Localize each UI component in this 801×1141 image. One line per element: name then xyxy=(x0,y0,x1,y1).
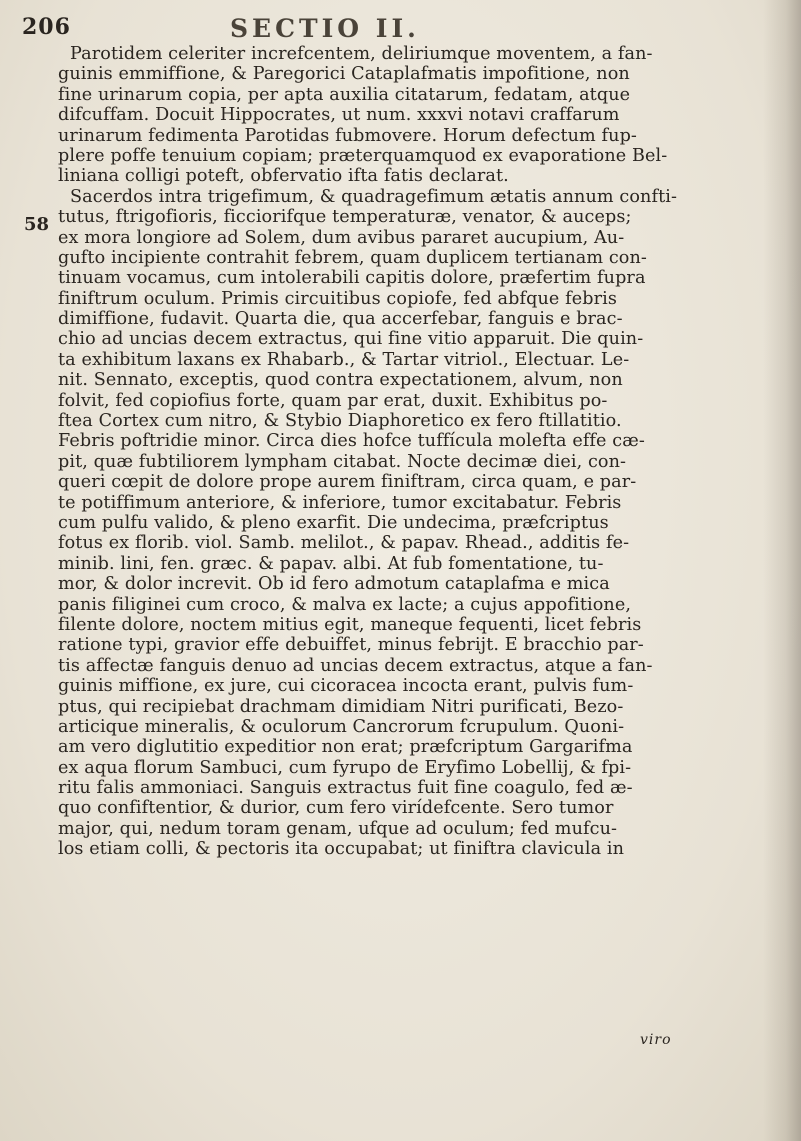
text-line: am vero diglutitio expeditior non erat; præfcriptum Gargarifma xyxy=(58,737,633,758)
text-line: difcuffam. Docuit Hippocrates, ut num. xxxvi notavi craffarum xyxy=(58,105,620,126)
text-line: pit, quæ fubtiliorem lympham citabat. Nocte decimæ diei, con- xyxy=(58,451,627,472)
text-line: dimiffione, fudavit. Quarta die, qua accerfebar, fanguis e brac- xyxy=(58,309,623,330)
text-line: ptus, qui recipiebat drachmam dimidiam Nitri purificati, Bezo- xyxy=(58,696,624,717)
text-line: urinarum fedimenta Parotidas fubmovere. Horum defectum fup- xyxy=(58,125,637,146)
text-line: tutus, ftrigofioris, ficciorifque temperaturæ, venator, & auceps; xyxy=(58,207,632,228)
text-line: panis filiginei cum croco, & malva ex lacte; a cujus appofitione, xyxy=(58,594,632,615)
text-line: Parotidem celeriter increfcentem, deliriumque moventem, a fan- xyxy=(70,44,653,64)
text-line: los etiam colli, & pectoris ita occupabat; ut finiftra clavicula in xyxy=(58,839,625,860)
text-line: cum pulfu valido, & pleno exarfit. Die undecima, præfcriptus xyxy=(58,512,609,533)
text-line: guinis emmiffione, & Paregorici Cataplafmatis impofitione, non xyxy=(58,64,630,85)
text-line: gufto incipiente contrahit febrem, quam duplicem tertianam con- xyxy=(58,247,647,268)
text-line: major, qui, nedum toram genam, ufque ad oculum; fed mufcu- xyxy=(58,818,618,839)
text-line: liniana colligi poteft, obfervatio ifta fatis declarat. xyxy=(58,166,509,187)
catchword: viro xyxy=(640,1032,672,1048)
text-line: ex mora longiore ad Solem, dum avibus pararet aucupium, Au- xyxy=(58,227,625,248)
page-number: 206 xyxy=(22,14,71,40)
text-line: tinuam vocamus, cum intolerabili capitis dolore, præfertim fupra xyxy=(58,268,646,289)
text-line: Febris poftridie minor. Circa dies hofce tuffícula molefta effe cæ- xyxy=(58,431,645,452)
text-line: finiftrum oculum. Primis circuitibus copiofe, fed abfque febris xyxy=(58,288,617,309)
text-line: folvit, fed copiofius forte, quam par erat, duxit. Exhibitus po- xyxy=(58,390,608,411)
text-line: quo confiftentior, & durior, cum fero virídefcente. Sero tumor xyxy=(58,798,614,819)
text-line: chio ad uncias decem extractus, qui fine vitio apparuit. Die quin- xyxy=(58,329,644,350)
text-line: fine urinarum copia, per apta auxilia citatarum, fedatam, atque xyxy=(58,84,631,105)
text-line: ta exhibitum laxans ex Rhabarb., & Tartar vitriol., Electuar. Le- xyxy=(58,349,630,370)
running-head: SECTIO II. xyxy=(230,14,420,43)
text-line: plere poffe tenuium copiam; præterquamquod ex evaporatione Bel- xyxy=(58,145,668,166)
section-number: 58 xyxy=(24,214,50,235)
text-line: mor, & dolor increvit. Ob id fero admotum cataplafma e mica xyxy=(58,574,610,595)
text-line: te potiffimum anteriore, & inferiore, tumor excitabatur. Febris xyxy=(58,492,622,513)
text-line: ftea Cortex cum nitro, & Stybio Diaphoretico ex fero ftillatitio. xyxy=(58,411,622,432)
text-line: ex aqua florum Sambuci, cum fyrupo de Eryfimo Lobellij, & fpi- xyxy=(58,757,632,778)
text-line: guinis miffione, ex jure, cui cicoracea incocta erant, pulvis fum- xyxy=(58,676,634,697)
text-line: filente dolore, noctem mitius egit, maneque fequenti, licet febris xyxy=(58,614,642,635)
text-line: fotus ex florib. viol. Samb. melilot., & papav. Rhead., additis fe- xyxy=(58,533,630,554)
text-line: queri cœpit de dolore prope aurem finiftram, circa quam, e par- xyxy=(58,472,637,493)
text-line: tis affectæ fanguis denuo ad uncias decem extractus, atque a fan- xyxy=(58,655,653,676)
text-line: ratione typi, gravior effe debuiffet, minus febrijt. E bracchio par- xyxy=(58,635,644,656)
text-line: minib. lini, fen. græc. & papav. albi. At fub fomentatione, tu- xyxy=(58,553,604,574)
text-line: Sacerdos intra trigefimum, & quadragefimum ætatis annum confti- xyxy=(70,186,678,207)
body-text xyxy=(58,44,778,860)
text-line: nit. Sennato, exceptis, quod contra expectationem, alvum, non xyxy=(58,370,623,391)
text-line: articique mineralis, & oculorum Cancrorum fcrupulum. Quoni- xyxy=(58,716,625,737)
text-line: ritu falis ammoniaci. Sanguis extractus fuit fine coagulo, fed æ- xyxy=(58,778,633,799)
